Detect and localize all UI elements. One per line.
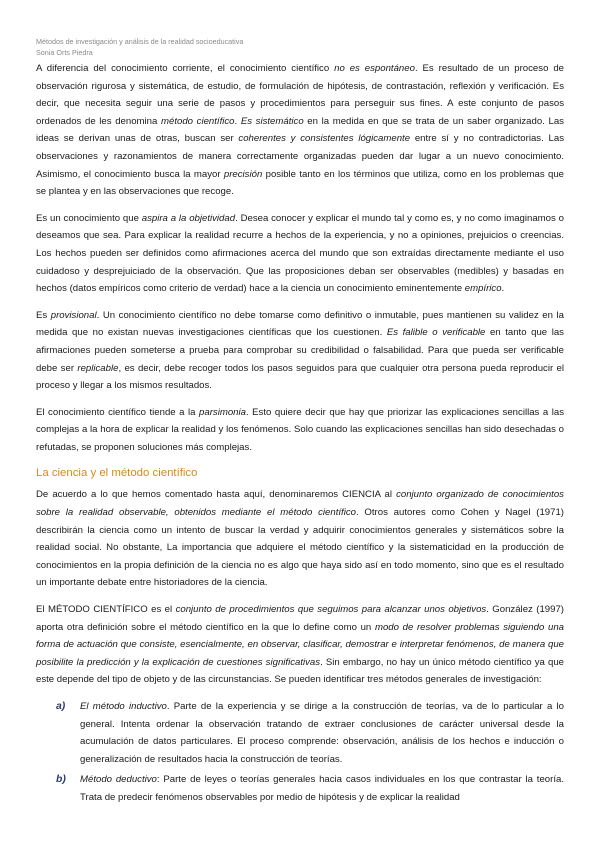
running-header-title: Métodos de investigación y análisis de la realidad socioeducativa xyxy=(36,37,244,46)
paragraph-metodo-cientifico: El MÉTODO CIENTÍFICO es el conjunto de procedimientos que seguimos para alcanzar unos objetivos. González (1997) aporta otra definición sobre el método científico en la que lo define como un modo de resolver problemas siguiendo una forma de actuación que consiste, esencialmente, en observar, clasificar, demostrar e interpretar fenómenos, de manera que posibilite la predicción y la explicación de cuestiones significativas. Sin embargo, no hay un único método científico ya que este depende del tipo de objeto y de las circunstancias. Se pueden identificar tres métodos generales de investigación: xyxy=(36,604,564,686)
list-item-title: El método inductivo xyxy=(80,701,167,712)
document-page xyxy=(36,36,564,810)
list-marker: b) xyxy=(56,774,66,786)
section-heading: La ciencia y el método científico xyxy=(36,467,198,480)
list-item-title: Método deductivo xyxy=(80,774,157,786)
running-header-author: Sonia Orts Piedra xyxy=(36,48,93,57)
paragraph-conocimiento-cientifico: A diferencia del conocimiento corriente, el conocimiento científico no es espontáneo. Es resultado de un proceso de observación rigurosa y sistemática, de estudio, de formulación de hipótesis, de contrastación, reflexión y verificación. Es decir, que necesita seguir una serie de pasos y procedimientos para perseguir sus fines. A este conjunto de pasos ordenados de les denomina método científico. Es sistemático en la medida en que se trata de un saber organizado. Las ideas se derivan unas de otras, buscan ser coherentes y consistentes lógicamente entre sí y no contradictorias. Las observaciones y razonamientos de manera correctamente organizadas pueden dar lugar a un nuevo conocimiento. Asimismo, el conocimiento busca la mayor precisión posible tanto en los términos que utiliza, como en los problemas que se plantea y en las observaciones que recoge. xyxy=(36,63,565,198)
paragraph-parsimonia: El conocimiento científico tiende a la parsimonia. Esto quiere decir que hay que priorizar las explicaciones sencillas a las complejas a la hora de explicar la realidad y los fenómenos. Solo cuando las explicaciones sencillas han sido desechadas o refutadas, se proponen soluciones más complejas. xyxy=(36,406,564,453)
list-marker: a) xyxy=(56,701,66,712)
paragraph-provisional: Es provisional. Un conocimiento científico no debe tomarse como definitivo o inmutable, pues mantienen su validez en la medida que no existan nuevas investigaciones científicas que los cuestionen. Es falible o verificable en tanto que las afirmaciones pueden someterse a prueba para comprobar su credibilidad o falsabilidad. Para que pueda ser verificable debe ser replicable, es decir, debe recoger todos los pasos seguidos para que cualquier otra persona pueda reproducir el proceso y llegar a los mismos resultados. xyxy=(36,309,564,392)
list-item: a) El método inductivo. Parte de la experiencia y se dirige a la construcción de teorías, va de lo particular a lo general. Intenta ordenar la observación tratando de extraer conclusiones de carácter universal desde la acumulación de datos particulares. El proceso comprende: observación, análisis de los hechos e inducción o generalización de resultados hacia la construcción de teorías. xyxy=(36,698,564,768)
paragraph-ciencia: De acuerdo a lo que hemos comentado hasta aquí, denominaremos CIENCIA al conjunto organizado de conocimientos sobre la realidad observable, obtenidos mediante el método científico. Otros autores como Cohen y Nagel (1971) describirán la ciencia como un intento de buscar la verdad y adquirir conocimientos generales y sistemáticos sobre la realidad social. No obstante, La importancia que adquiere el método científico y la sistematicidad en la producción de conocimientos en la propia definición de la ciencia no es algo que haya sido así en todo momento, sino que es el resultado un importante debate entre historiadores de la ciencia. xyxy=(36,489,564,589)
list-item: b) Método deductivo: Parte de leyes o teorías generales hacia casos individuales en los que contrastar la teoría. Trata de predecir fenómenos observables por medio de hipótesis y de explicar la realidad xyxy=(36,771,564,806)
paragraph-objetividad: Es un conocimiento que aspira a la objetividad. Desea conocer y explicar el mundo tal y como es, y no como imaginamos o deseamos que sea. Para explicar la realidad recurre a hechos de la experiencia, y no a opiniones, prejuicios o creencias. Los hechos pueden ser definidos como afirmaciones acerca del mundo que son extraídas directamente mediante el uso cuidadoso y desprejuiciado de la observación. Que las proposiciones deban ser observables (medibles) y basadas en hechos (datos empíricos como criterio de verdad) hace a la ciencia un conocimiento eminentemente empírico. xyxy=(36,212,564,295)
